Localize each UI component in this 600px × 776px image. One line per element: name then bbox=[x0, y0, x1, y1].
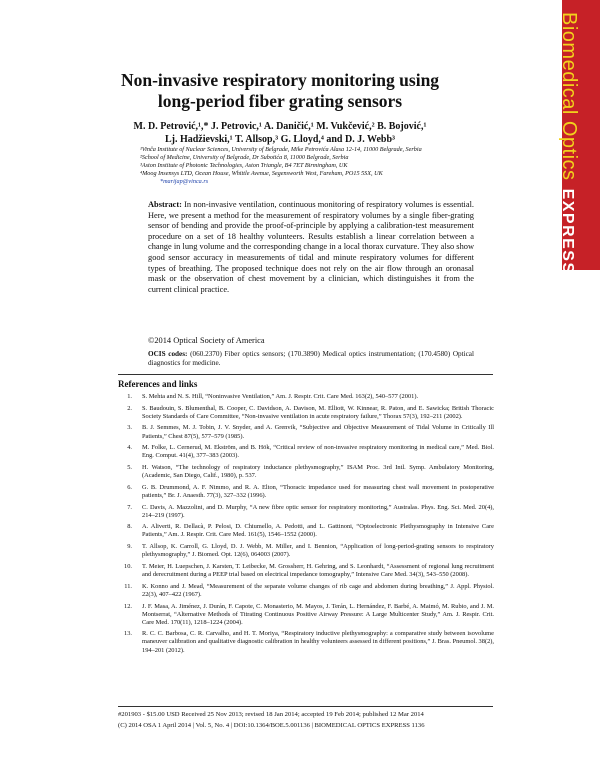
ocis-codes bbox=[148, 350, 474, 368]
affiliation-3: ³Aston Institute of Photonic Technologies, Aston Triangle, B4 7ET Birmingham, UK bbox=[140, 162, 348, 169]
reference-item bbox=[118, 464, 494, 480]
reference-number: 11. bbox=[124, 582, 132, 590]
reference-text: T. Meier, H. Luepschen, J. Karsten, T. Leibecke, M. Grossherr, H. Gehring, and S. Leonhardt, “Assessment of regional lung recruitment and derecruitment during a PEEP trial based on electrical impedance tomography,” Intensive Care Med. 34(3), 543–550 (2008). bbox=[142, 562, 494, 579]
reference-text: M. Folke, L. Cernerud, M. Ekström, and B. Hök, “Critical review of non-invasive respiratory monitoring in medical care,” Med. Biol. Eng. Comput. 41(4), 377–383 (2003). bbox=[142, 444, 494, 460]
reference-item bbox=[118, 523, 494, 539]
reference-number: 7. bbox=[127, 503, 132, 511]
reference-text: T. Allsop, K. Carroll, G. Lloyd, D. J. Webb, M. Miller, and I. Bennion, “Application of long-period-grating sensors to respiratory plethysmography,” J. Biomed. Opt. 12(6), 064003 (2007). bbox=[142, 543, 494, 559]
copyright-notice: ©2014 Optical Society of America bbox=[148, 336, 265, 345]
affiliation-4: ⁴Moog Insensys LTD, Ocean House, Whittle Avenue, Segensworth West, Fareham, PO15 5SX, UK bbox=[140, 170, 383, 177]
ocis-text: (060.2370) Fiber optics sensors; (170.3890) Medical optics instrumentation; (170.4580) Optical diagnostics for medicine. bbox=[148, 350, 474, 367]
authors-line-1: M. D. Petrović,¹,* J. Petrovic,¹ A. Daničić,¹ M. Vukčević,² B. Bojović,¹ bbox=[133, 121, 427, 132]
reference-item bbox=[118, 424, 494, 440]
title-line-1: Non-invasive respiratory monitoring using bbox=[120, 70, 440, 90]
reference-number: 6. bbox=[127, 483, 132, 491]
reference-number: 9. bbox=[127, 543, 132, 551]
reference-item bbox=[118, 405, 494, 421]
reference-text: C. Davis, A. Mazzolini, and D. Murphy, “A new fibre optic sensor for respiratory monitoring,” Australas. Phys. Eng. Sci. Med. 20(4), 214–219 (1997). bbox=[142, 503, 494, 519]
reference-item bbox=[118, 393, 494, 401]
abstract bbox=[148, 200, 474, 295]
references-heading: References and links bbox=[118, 379, 198, 389]
journal-title: Biomedical Optics bbox=[558, 12, 580, 181]
affiliation-1: ¹Vinča Institute of Nuclear Sciences, University of Belgrade, Mike Petrovića Alasa 12-14, 11000 Belgrade, Serbia bbox=[140, 146, 422, 153]
corresponding-email-link[interactable]: *marijap@vinca.rs bbox=[160, 178, 209, 185]
reference-text: J. F. Masa, A. Jiménez, J. Durán, F. Capote, C. Monasterio, M. Mayos, J. Terán, L. Hernández, F. Barbé, A. Maimó, M. Rubio, and J. M. Montserrat, “Alternative Methods of Titrating Continuous Positive Airway Pressure: A Large Multicenter Study,” Am. J. Respir. Crit. Care Med. 170(11), 1218–1224 (2004). bbox=[142, 602, 494, 626]
reference-number: 4. bbox=[127, 444, 132, 452]
reference-number: 12. bbox=[124, 602, 132, 610]
reference-number: 10. bbox=[124, 562, 132, 570]
footer-divider bbox=[118, 706, 493, 707]
journal-name bbox=[557, 12, 580, 275]
section-divider bbox=[118, 374, 493, 375]
reference-number: 8. bbox=[127, 523, 132, 531]
affiliations bbox=[140, 146, 480, 186]
reference-item bbox=[118, 603, 494, 627]
reference-text: H. Watson, “The technology of respiratory inductance plethysmography,” ISAM Proc. 3rd Intl. Symp. Ambulatory Monitoring, (Academic, San Diego, Calif., 1980), p. 537. bbox=[142, 464, 494, 480]
paper-title bbox=[60, 70, 500, 112]
reference-item bbox=[118, 543, 494, 559]
reference-item bbox=[118, 504, 494, 520]
reference-text: B. J. Semmes, M. J. Tobin, J. V. Snyder, and A. Grenvik, “Subjective and Objective Measurement of Tidal Volume in Critically Ill Patients,” Chest 87(5), 577–579 (1985). bbox=[142, 424, 494, 440]
journal-series: EXPRESS bbox=[559, 188, 576, 275]
abstract-text: In non-invasive ventilation, continuous monitoring of respiratory volumes is essential. Here, we present a method for the measurement of respiratory volumes by a single fiber-grating sensor of bending and provide the proof-of-principle by applying a calibration-test measurement procedure on a set of 18 healthy volunteers. Results establish a linear correlation between a change in lung volume and the corresponding change in a local thorax curvature. They also show good sensor accuracy in measurements of tidal and minute respiratory volumes for different types of breathing. The proposed technique does not rely on the air flow through an oronasal mask or the observation of chest movement by a clinician, which distinguishes it from the current clinical practice. bbox=[148, 200, 474, 294]
reference-item bbox=[118, 444, 494, 460]
reference-text: R. C. C. Barbosa, C. R. Carvalho, and H. T. Moriya, “Respiratory inductive plethysmography: a comparative study between isovolume maneuver calibration and qualitative diagnostic calibration in healthy volunteers assessed in different positions,” J. Bras. Pneumol. 38(2), 194–201 (2012). bbox=[142, 630, 494, 654]
abstract-label: Abstract: bbox=[148, 200, 182, 209]
reference-item bbox=[118, 583, 494, 599]
footer-publication-dates: #201903 - $15.00 USD Received 25 Nov 2013; revised 18 Jan 2014; accepted 19 Feb 2014; published 12 Mar 2014 bbox=[118, 711, 424, 718]
author-list bbox=[90, 120, 470, 146]
footer-citation: (C) 2014 OSA 1 April 2014 | Vol. 5, No. 4 | DOI:10.1364/BOE.5.001136 | BIOMEDICAL OPTICS EXPRESS 1136 bbox=[118, 722, 425, 729]
authors-line-2: Lj. Hadžievski,¹ T. Allsop,³ G. Lloyd,⁴ and D. J. Webb³ bbox=[164, 134, 396, 145]
reference-item bbox=[118, 630, 494, 654]
reference-number: 5. bbox=[127, 464, 132, 472]
reference-number: 13. bbox=[124, 630, 132, 638]
journal-banner bbox=[558, 0, 600, 275]
ocis-label: OCIS codes: bbox=[148, 350, 188, 358]
reference-item bbox=[118, 484, 494, 500]
reference-text: S. Mehta and N. S. Hill, “Noninvasive Ventilation,” Am. J. Respir. Crit. Care Med. 163(2), 540–577 (2001). bbox=[142, 393, 419, 400]
reference-text: K. Konno and J. Mead, “Measurement of the separate volume changes of rib cage and abdomen during breathing,” J. Appl. Physiol. 22(3), 407–422 (1967). bbox=[142, 582, 494, 598]
title-line-2: long-period fiber grating sensors bbox=[157, 91, 403, 111]
reference-text: G. B. Drummond, A. F. Nimmo, and R. A. Elton, “Thoracic impedance used for measuring chest wall movement in postoperative patients,” Br. J. Anaesth. 77(3), 327–332 (1996). bbox=[142, 483, 494, 499]
reference-number: 1. bbox=[127, 393, 132, 400]
affiliation-2: ²School of Medicine, University of Belgrade, Dr Subotića 8, 11000 Belgrade, Serbia bbox=[140, 154, 349, 161]
reference-list bbox=[118, 393, 494, 658]
reference-text: S. Baudouin, S. Blumenthal, B. Cooper, C. Davidson, A. Davison, M. Elliott, W. Kinnear, R. Paton, and E. Sawicka; British Thoracic Society Standards of Care Committee, “Non-invasive ventilation in acute respiratory failure,” Thorax 57(3), 192–211 (2002). bbox=[142, 404, 494, 420]
reference-number: 2. bbox=[127, 404, 132, 412]
reference-text: A. Aliverti, R. Dellacà, P. Pelosi, D. Chiumello, A. Pedotti, and L. Gattinoni, “Optoelectronic Plethysmography in Intensive Care Patients,” Am. J. Respir. Crit. Care Med. 161(5), 1546–1552 (2000). bbox=[142, 523, 494, 539]
reference-item bbox=[118, 563, 494, 579]
reference-number: 3. bbox=[127, 424, 132, 432]
